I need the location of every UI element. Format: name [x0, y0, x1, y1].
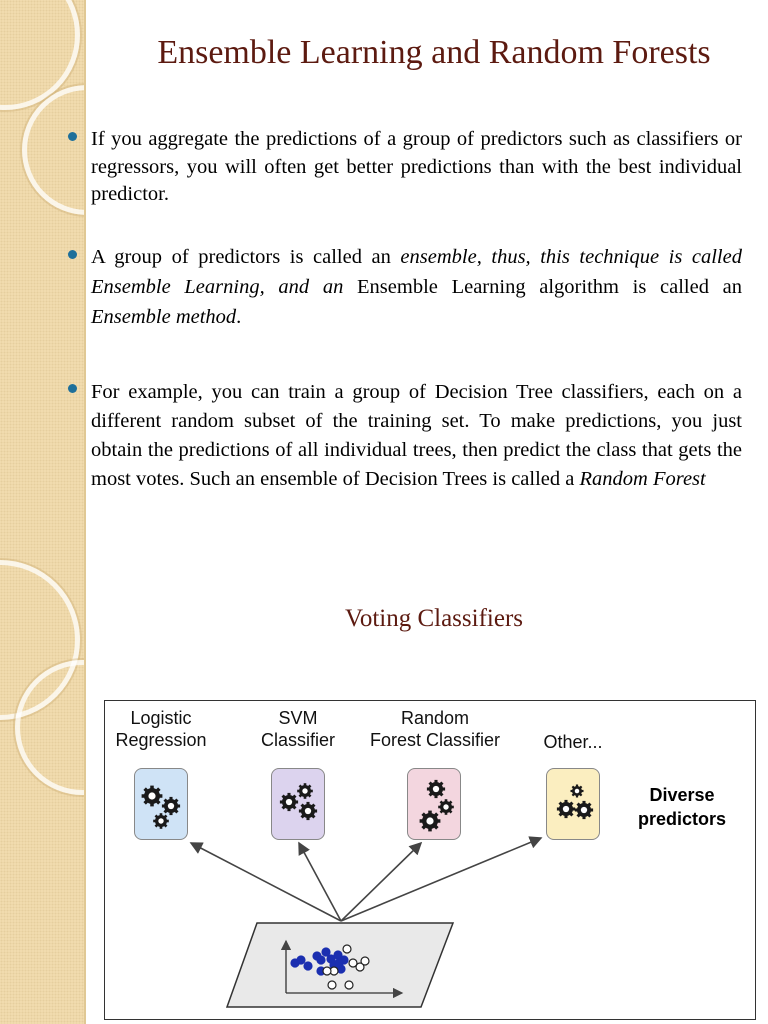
gears-icon [135, 769, 189, 841]
bullet-2-italic-b: Ensemble method [91, 306, 237, 328]
slide-title: Ensemble Learning and Random Forests [157, 34, 711, 71]
predictor-box-random-forest [407, 768, 461, 840]
bullet-dot [68, 132, 77, 141]
arrow-to-random-forest [341, 843, 421, 921]
predictor-label-line: Other... [543, 732, 603, 752]
gears-icon [272, 769, 326, 841]
scatter-point [317, 956, 325, 964]
gear-icon [142, 786, 163, 807]
bullet-paragraph-3 [91, 378, 742, 494]
section-subtitle: Voting Classifiers [344, 605, 523, 632]
scatter-point [343, 945, 351, 953]
gear-icon [557, 800, 575, 818]
predictor-box-other [546, 768, 600, 840]
scatter-point [323, 967, 331, 975]
bullet-2-text-a: A group of predictors is called an [91, 246, 401, 268]
scatter-point [361, 957, 369, 965]
gear-icon [427, 780, 445, 798]
gear-icon [297, 783, 313, 799]
gears-icon [408, 769, 462, 841]
gear-icon [153, 813, 169, 829]
bullet-dot [68, 250, 77, 259]
decorative-strip [0, 0, 86, 1024]
bullet-2-text-b: Ensemble Learning algorithm is called an [343, 276, 743, 298]
diverse-predictors-label [627, 783, 737, 831]
predictor-label-line: Logistic [130, 708, 192, 728]
voting-classifiers-figure [104, 700, 756, 1020]
scatter-point [335, 959, 343, 967]
diverse-line: Diverse [649, 785, 715, 805]
arrow-to-logistic [191, 843, 341, 921]
gear-icon [571, 785, 584, 798]
gear-icon [575, 801, 593, 819]
predictor-label-line: SVM [278, 708, 318, 728]
scatter-point [345, 981, 353, 989]
gear-icon [299, 802, 317, 820]
bullet-2-text-c: . [236, 306, 242, 328]
bullet-1-text: If you aggregate the predictions of a group of predictors such as classifiers or regressors, you will often get better predictions than with the best individual predictor. [91, 128, 742, 205]
bullet-3-italic: Random Forest [579, 468, 706, 490]
predictor-label-line: Forest Classifier [369, 730, 501, 750]
bullet-dot [68, 384, 77, 393]
predictor-label-logistic [86, 707, 236, 751]
scatter-point [328, 981, 336, 989]
predictor-box-logistic [134, 768, 188, 840]
predictor-label-random-forest [360, 707, 510, 751]
bullet-paragraph-2 [91, 242, 742, 332]
arrow-to-other [341, 838, 541, 921]
gear-icon [438, 799, 454, 815]
gears-icon [547, 769, 601, 841]
bullet-3-text: For example, you can train a group of Decision Tree classifiers, each on a different random subset of the training set. To make predictions, you just obtain the predictions of all individual trees, then predict the class that gets the most votes. Such an ensemble of Decision Trees is called a [91, 381, 742, 490]
predictor-label-line: Classifier [260, 730, 335, 750]
scatter-point [322, 948, 330, 956]
gear-icon [280, 793, 298, 811]
predictor-label-svm [223, 707, 373, 751]
gear-icon [420, 811, 441, 832]
predictor-label-other [498, 731, 648, 753]
predictor-label-line: Regression [115, 730, 207, 750]
predictor-box-svm [271, 768, 325, 840]
gear-icon [162, 797, 180, 815]
predictor-label-line: Random [400, 708, 470, 728]
bullet-paragraph-1 [91, 126, 742, 209]
scatter-point [304, 962, 312, 970]
bullet-2-italic-a: ensemble, thus, this technique is called Ensemble Learning, and an [91, 246, 742, 298]
diverse-line: predictors [637, 809, 727, 829]
scatter-point [297, 956, 305, 964]
